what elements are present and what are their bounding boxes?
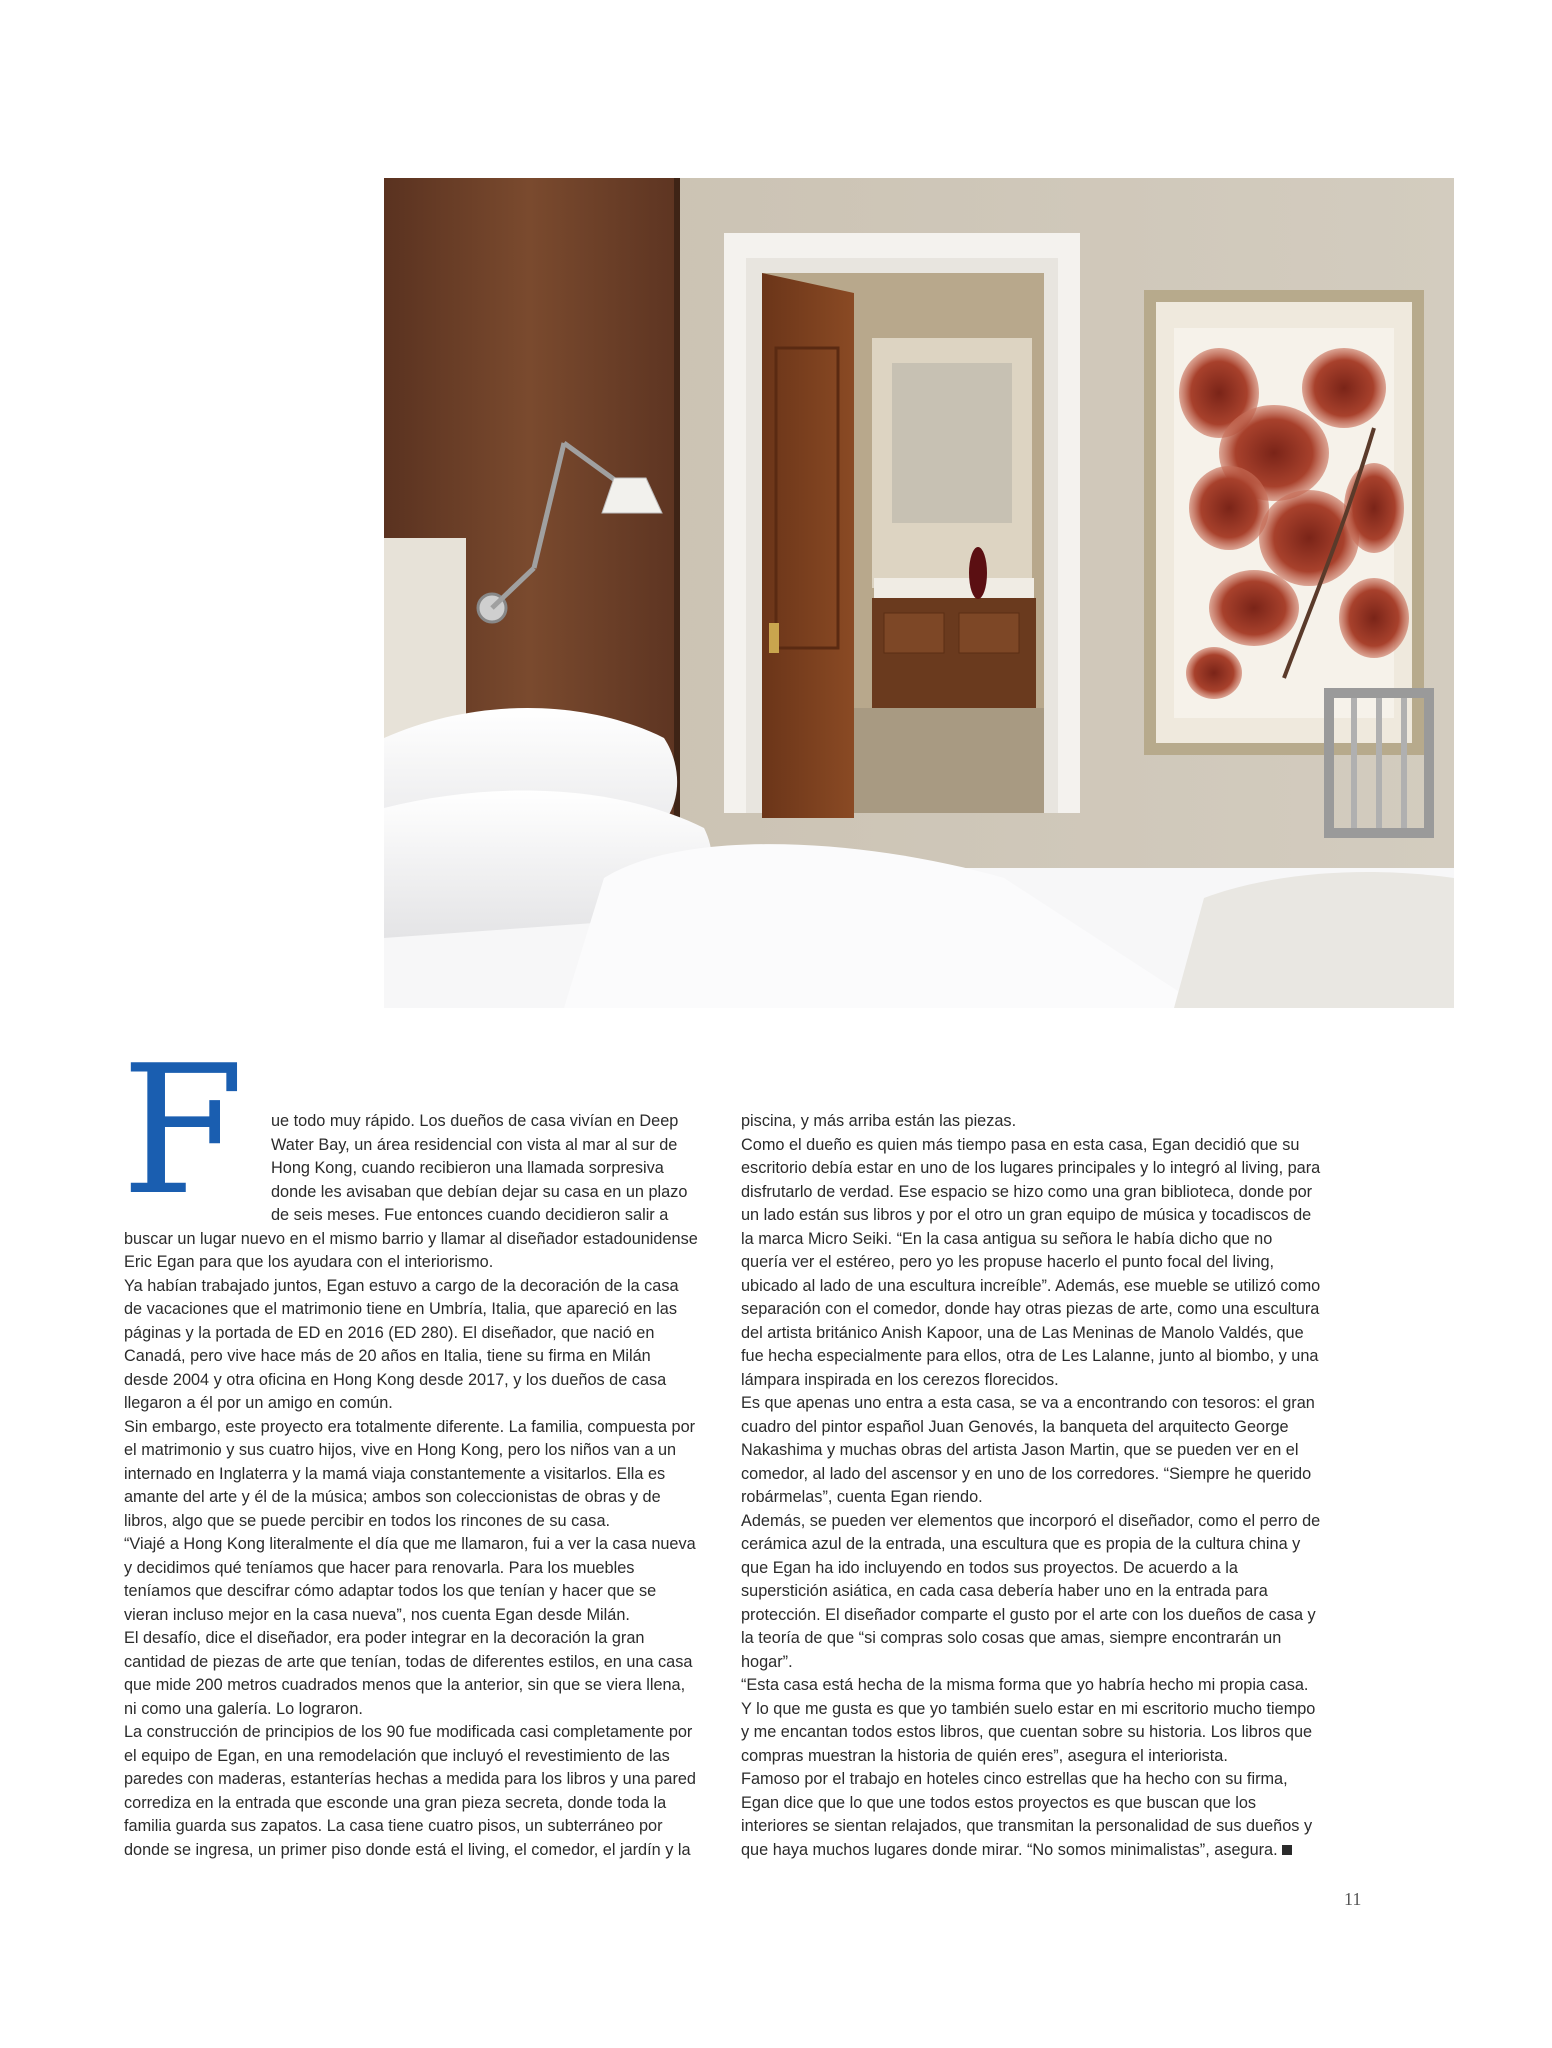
article-paragraph: El desafío, dice el diseñador, era poder integrar en la decoración la gran cantidad de piezas de arte que tenían, todas de diferentes estilos, en una casa que mide 200 metros cuadrados menos que la anterior, sin que se viera llena, ni como una galería. Lo lograron. — [124, 1629, 693, 1718]
article-paragraph: La construcción de principios de los 90 fue modificada casi completamente por el equipo de Egan, en una remodelación que incluyó el revestimiento de las paredes con maderas, estanterías hechas a medida para los libros y una pared corrediza en la entrada que esconde una gran pieza secreta, donde toda la familia guarda sus zapatos. La casa tiene cuatro pisos, un subterráneo por donde se ingresa, un primer piso donde está el living, el comedor, el jardín y la — [124, 1723, 696, 1859]
article-paragraph: Sin embargo, este proyecto era totalmente diferente. La familia, compuesta por el matrimonio y sus cuatro hijos, vive en Hong Kong, pero los niños van a un internado en Inglaterra y la mamá viaja constantemente a visitarlos. Ella es amante del arte y él de la música; ambos son coleccionistas de obras y de libros, algo que se puede percibir en todos los rincones de su casa. — [124, 1417, 696, 1530]
article-paragraph: Ya habían trabajado juntos, Egan estuvo a cargo de la decoración de la casa de vacaciones que el matrimonio tiene en Umbría, Italia, que apareció en las páginas y la portada de ED en 2016 (ED 280). El diseñador, que nació en Canadá, pero vive hace más de 20 años en Italia, tiene su firma en Milán desde 2004 y otra oficina en Hong Kong desde 2017, y los dueños de casa llegaron a él por un amigo en común. — [124, 1276, 679, 1412]
bedroom-photo — [384, 178, 1454, 1008]
end-of-article-icon — [1282, 1845, 1292, 1855]
article-column-right — [741, 1110, 1321, 1862]
page-number: 11 — [1344, 1889, 1362, 1909]
article-paragraph: piscina, y más arriba están las piezas. — [741, 1112, 1017, 1130]
article-paragraph: Famoso por el trabajo en hoteles cinco estrellas que ha hecho con su firma, Egan dice que lo que une todos estos proyectos es que buscan que los interiores se sientan relajados, que transmitan la personalidad de sus dueños y que haya muchos lugares donde mirar. “No somos minimalistas”, asegura. — [741, 1770, 1313, 1859]
article-column-left — [121, 1027, 698, 1862]
bedroom-illustration — [384, 178, 1454, 1008]
article-paragraph: “Esta casa está hecha de la misma forma que yo habría hecho mi propia casa. Y lo que me gusta es que yo también suelo estar en mi escritorio mucho tiempo y me encantan todos estos libros, que cuentan sobre su historia. Los libros que compras muestran la historia de quién eres”, asegura el interiorista. — [741, 1676, 1316, 1765]
article-paragraph: Es que apenas uno entra a esta casa, se va a encontrando con tesoros: el gran cuadro del pintor español Juan Genovés, la banqueta del arquitecto George Nakashima y muchas obras del artista Jason Martin, que se pueden ver en el comedor, al lado del ascensor y en uno de los corredores. “Siempre he querido robármelas”, cuenta Egan riendo. — [741, 1394, 1315, 1506]
article-paragraph: Además, se pueden ver elementos que incorporó el diseñador, como el perro de cerámica azul de la entrada, una escultura que es propia de la cultura china y que Egan ha ido incluyendo en todos sus proyectos. De acuerdo a la superstición asiática, en cada casa debería haber uno en la entrada para protección. El diseñador comparte el gusto por el arte con los dueños de casa y la teoría de que “si compras solo cosas que amas, siempre encontrarán un hogar”. — [741, 1511, 1321, 1671]
drop-cap: F — [121, 1027, 245, 1234]
article-paragraph: Como el dueño es quien más tiempo pasa en esta casa, Egan decidió que su escritorio debía estar en uno de los lugares principales y lo integró al living, para disfrutarlo de verdad. Ese espacio se hizo como una gran biblioteca, donde por un lado están sus libros y por el otro un gran equipo de música y tocadiscos de la marca Micro Seiki. “En la casa antigua su señora le había dicho que no quería ver el estéreo, pero yo les propuse hacerlo el punto focal del living, ubicado al lado de una escultura increíble”. Además, ese mueble se utilizó como separación con el comedor, donde hay otras piezas de arte, como una escultura del artista británico Anish Kapoor, una de Las Meninas de Manolo Valdés, que fue hecha especialmente para ellos, otra de Les Lalanne, junto al biombo, y una lámpara inspirada en los cerezos florecidos. — [741, 1135, 1321, 1389]
article-paragraph: “Viajé a Hong Kong literalmente el día que me llamaron, fui a ver la casa nueva y decidimos qué teníamos que hacer para renovarla. Para los muebles teníamos que descifrar cómo adaptar todos los que tenían y hacer que se vieran incluso mejor en la casa nueva”, nos cuenta Egan desde Milán. — [124, 1535, 696, 1624]
article-paragraph: F ue todo muy rápido. Los dueños de casa vivían en Deep Water Bay, un área residencial con vista al mar al sur de Hong Kong, cuando recibieron una llamada sorpresiva donde les avisaban que debían dejar su casa en un plazo de seis meses. Fue entonces cuando decidieron salir a buscar un lugar nuevo en el mismo barrio y llamar al diseñador estadounidense Eric Egan para que los ayudara con el interiorismo. — [121, 1027, 698, 1271]
